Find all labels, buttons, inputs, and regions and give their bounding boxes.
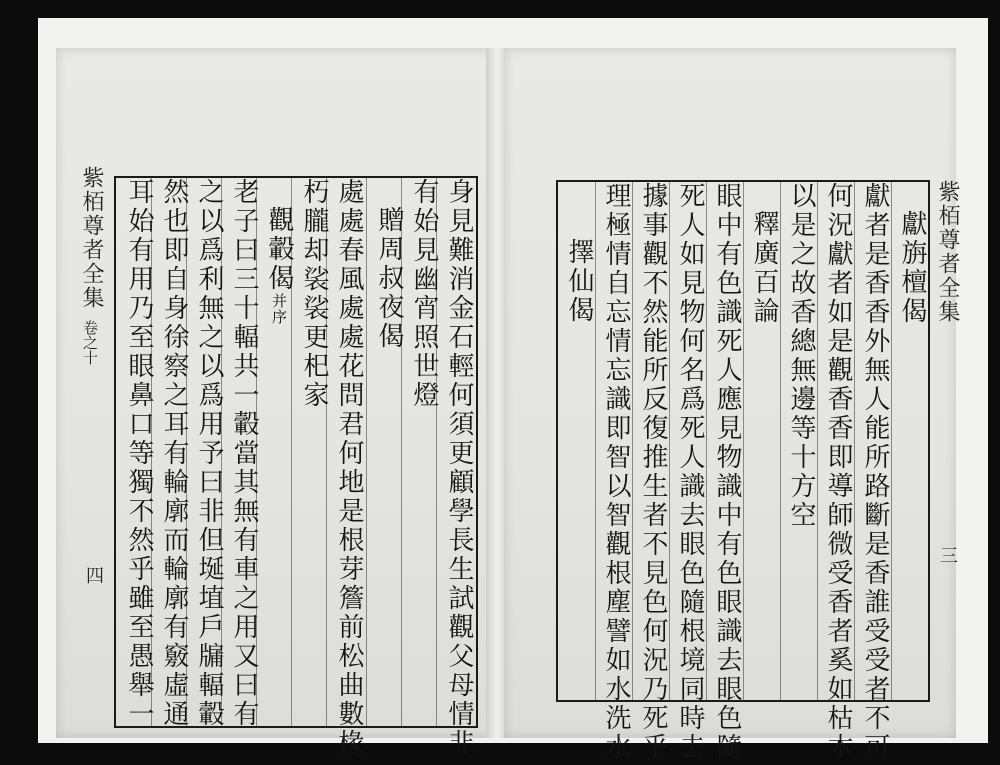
right-page-number: 三 [937,546,958,564]
section-title-baillun: 釋廣百論 [749,210,779,326]
left-col-9: 然也即自身徐察之耳有輪廓而輪廓有竅虛通 [159,178,189,729]
left-col-2: 有始見幽宵照世燈 [409,178,439,410]
left-col-5: 朽朧却裟裟更𣏌家 [299,178,329,410]
left-page-number: 四 [83,566,104,584]
left-page [56,48,502,758]
right-text-frame [556,180,930,762]
preface-note: 并序 [270,293,288,325]
left-col-1: 身見難消金石輕何須更顧學長生試觀父母情非 [444,178,474,758]
left-text-frame [114,176,478,758]
poem-title-zhou: 贈周叔夜偈 [374,206,404,351]
left-volume-label: 卷之十 [81,320,99,365]
left-col-7: 老子曰三十輻共一轂當其無有車之用又曰有 [229,178,259,729]
right-col-7: 死人如見物何名爲死人識去眼色隨根境同時去 [675,182,705,762]
right-col-3: 何況獻者如是觀香香即導師微受香者奚如枯木 [823,182,853,762]
left-col-4: 處處春風處處花問君何地是根芽簷前松曲數椽 [334,178,364,758]
left-edge-title: 紫栢尊者全集 [79,166,104,310]
right-col-4: 以是之故香總無邊等十方空 [786,182,816,530]
poem-title-sandalwood: 獻旃檀偈 [897,210,927,326]
right-page [504,48,960,762]
poem-title-zexian: 擇仙偈 [564,238,594,325]
right-col-9: 理極情自忘情忘識即智以智觀根塵譬如水洗水 [601,182,631,762]
right-edge-title: 紫栢尊者全集 [935,180,960,324]
left-col-10: 耳始有用乃至眼鼻口等獨不然乎雖至愚舉一 [124,178,154,729]
poem-title-guangu: 觀轂偈并序 [264,206,294,325]
left-col-8: 之以爲利無之以爲用予曰非但埏埴戶牖輻轂 [194,178,224,729]
scan-border [0,0,38,765]
right-col-6: 眼中有色識死人應見物識中有色眼識去眼色隨 [712,182,742,762]
right-col-8: 據事觀不然能所反復推生者不見色何況乃死乎 [638,182,668,762]
right-col-2: 獻者是香香外無人能所路斷是香誰受受者不可 [860,182,890,762]
book-spread [38,18,988,762]
